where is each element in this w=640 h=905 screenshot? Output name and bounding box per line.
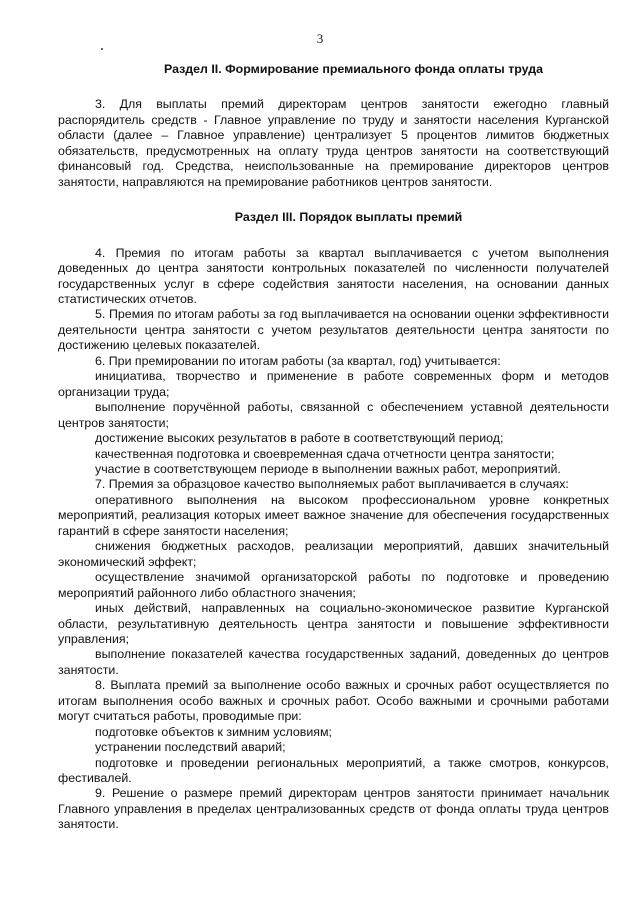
document-body xyxy=(58,62,609,833)
paragraph-5: 5. Премия по итогам работы за год выплачивается на основании оценки эффективности деятельности центра занятости с учетом результатов деятельности центра занятости по достижению целевых показателей. xyxy=(58,307,609,353)
paragraph-6-item-1: инициатива, творчество и применение в работе современных форм и методов организации труда; xyxy=(58,369,609,399)
paragraph-6-item-5: участие в соответствующем периоде в выполнении важных работ, мероприятий. xyxy=(95,461,561,476)
paragraph-8-item-1: подготовке объектов к зимним условиям; xyxy=(95,724,332,739)
paragraph-8-item-3: подготовке и проведении региональных мероприятий, а также смотров, конкурсов, фестивалей. xyxy=(58,755,609,786)
paragraph-6-item-4: качественная подготовка и своевременная сдача отчетности центра занятости; xyxy=(95,446,555,461)
paragraph-9: 9. Решение о размере премий директорам центров занятости принимает начальник Главного управления в пределах централизованных средств от фонда оплаты труда центров занятости. xyxy=(58,786,609,832)
section-3-heading: Раздел III. Порядок выплаты премий xyxy=(234,210,463,225)
paragraph-7: 7. Премия за образцовое качество выполняемых работ выплачивается в случаях: xyxy=(95,477,569,492)
paragraph-3: 3. Для выплаты премий директорам центров занятости ежегодно главный распорядитель средств - Главное управление по труду и занятости населения Курганской области (далее – Главное управление) централизует 5 процентов лимитов бюджетных обязательств, предусмотренных на оплату труда центров занятости на соответствующий финансовый год. Средства, неиспользованные на премирование директоров центров занятости, направляются на премирование работников центров занятости. xyxy=(58,97,609,189)
paragraph-7-item-3: осуществление значимой организаторской работы по подготовке и проведению мероприятий районного либо областного значения; xyxy=(58,570,609,600)
page-number: 3 xyxy=(316,31,324,46)
scan-speck xyxy=(101,48,103,50)
paragraph-6-item-3: достижение высоких результатов в работе в соответствующий период; xyxy=(95,431,504,446)
paragraph-7-item-1: оперативного выполнения на высоком профессиональном уровне конкретных мероприятий, реализация которых имеет важное значение для обеспечения государственных гарантий в сфере занятости населения; xyxy=(58,492,609,538)
section-2-heading: Раздел II. Формирование премиального фонда оплаты труда xyxy=(163,62,544,76)
paragraph-7-item-4: иных действий, направленных на социально-экономическое развитие Курганской области, результативную деятельность центра занятости и повышение эффективности управления; xyxy=(58,601,609,646)
paragraph-6-item-2: выполнение поручённой работы, связанной с обеспечением уставной деятельности центров занятости; xyxy=(58,400,609,430)
paragraph-8-item-2: устранении последствий аварий; xyxy=(95,740,286,755)
paragraph-7-item-2: снижения бюджетных расходов, реализации мероприятий, давших значительный экономический эффект; xyxy=(58,539,609,569)
paragraph-8: 8. Выплата премий за выполнение особо важных и срочных работ осуществляется по итогам выполнения особо важных и срочных работ. Особо важными и срочными работами могут считаться работы, проводимые при: xyxy=(58,678,609,724)
paragraph-4: 4. Премия по итогам работы за квартал выплачивается с учетом выполнения доведенных до центра занятости контрольных показателей по численности получателей государственных услуг в сфере содействия занятости населения, на основании данных статистических отчетов. xyxy=(58,245,609,306)
paragraph-6: 6. При премировании по итогам работы (за квартал, год) учитывается: xyxy=(95,353,501,368)
paragraph-7-item-5: выполнение показателей качества государственных заданий, доведенных до центров занятости. xyxy=(58,647,609,677)
